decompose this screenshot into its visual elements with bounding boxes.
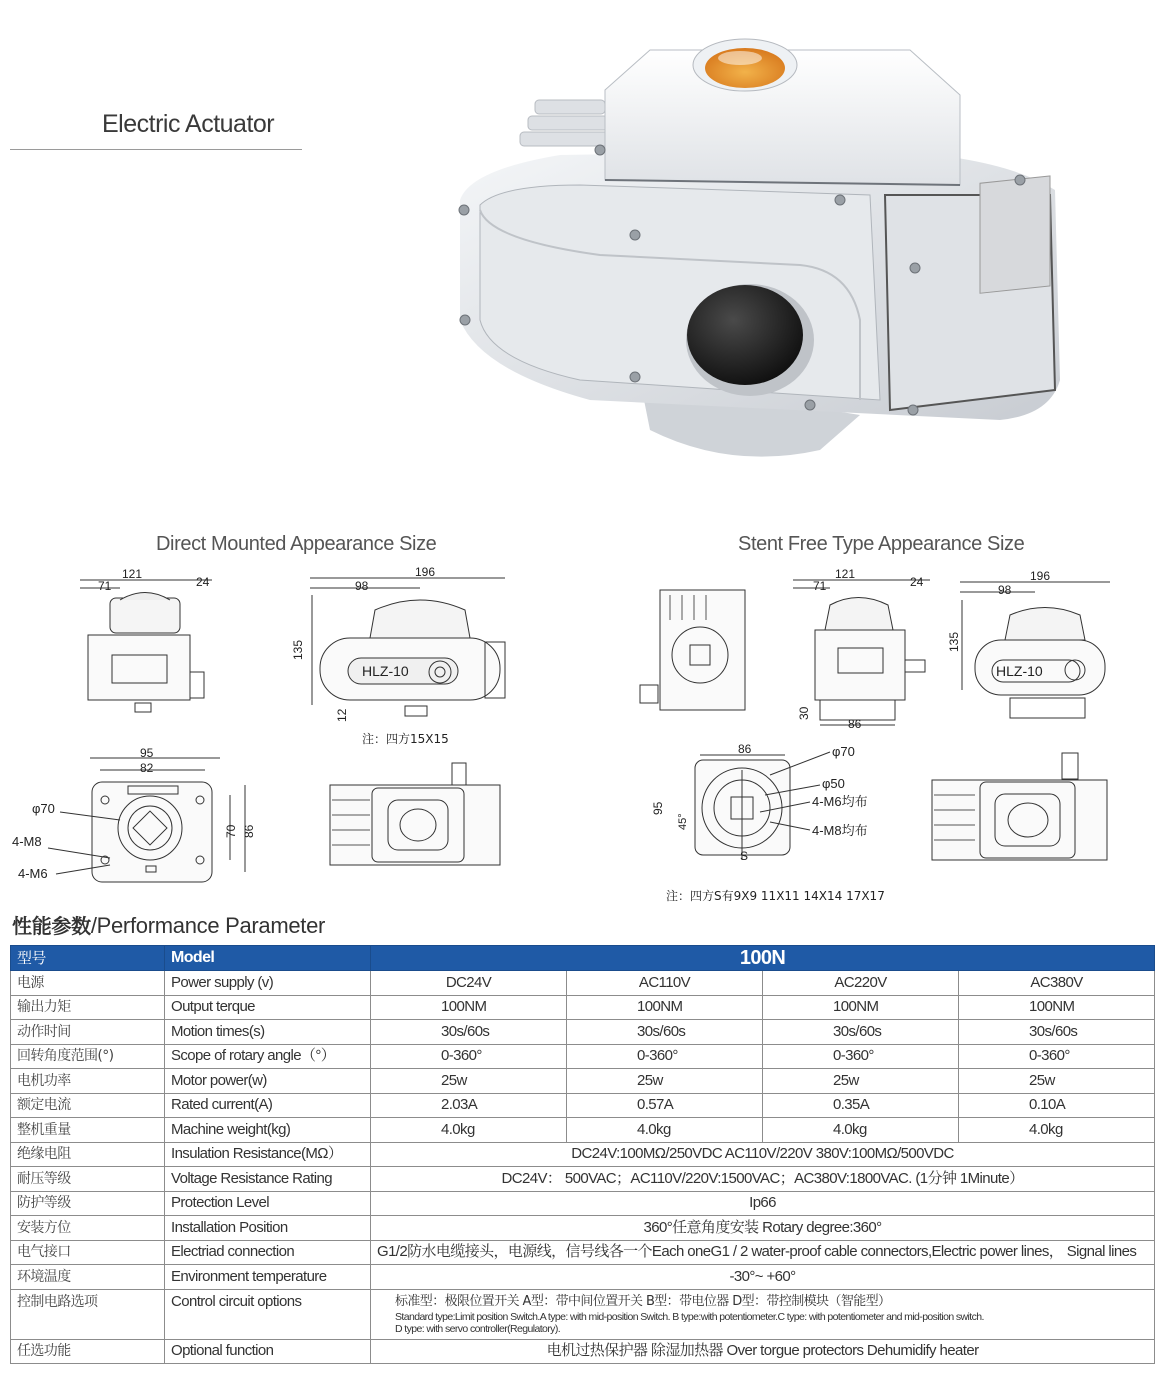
dim-82: 82 [140,761,154,775]
nameplate-stent: HLZ-10 [996,663,1043,679]
row-label-en: Environment temperature [165,1265,371,1290]
row-value: 25w [763,1069,959,1094]
row-value: 360°任意角度安装 Rotary degree:360° [371,1216,1155,1241]
direct-front-view [80,567,212,712]
row-value: AC380V [959,971,1155,996]
row-value: 0-360° [763,1044,959,1069]
table-row [11,1167,1155,1192]
header-model: Model [165,946,371,971]
table-row-control [11,1289,1155,1339]
row-value: 30s/60s [959,1020,1155,1045]
stent-top-view [932,753,1107,860]
row-label-en: Machine weight(kg) [165,1118,371,1143]
row-value: 4.0kg [763,1118,959,1143]
stent-free-title: Stent Free Type Appearance Size [738,533,1025,555]
dim-98: 98 [355,579,369,593]
header-value: 100N [371,946,1155,971]
control-options-cn: 标准型：极限位置开关 A型：带中间位置开关 B型：带电位器 D型：带控制模块（智能型） [395,1293,891,1309]
direct-bottom-view [12,746,256,882]
header-cn: 型号 [11,946,165,971]
nameplate-direct: HLZ-10 [362,663,409,679]
dim-98-stent: 98 [998,583,1012,597]
dim-24-stent: 24 [910,575,924,589]
row-label-en: Optional function [165,1339,371,1364]
dim-12: 12 [335,708,349,722]
dim-45: 45° [677,813,689,830]
row-value: 100NM [959,995,1155,1020]
dim-86-stent-bottom: 86 [738,742,752,756]
spec-table [10,945,1155,1364]
table-row [11,1339,1155,1364]
row-label-en: Rated current(A) [165,1093,371,1118]
performance-heading-cn: 性能参数 [12,914,91,938]
dim-86-stent: 86 [848,717,862,731]
row-value: Ip66 [371,1191,1155,1216]
row-value: -30°~ +60° [371,1265,1155,1290]
row-value: 100NM [567,995,763,1020]
table-row [11,971,1155,996]
row-label-cn: 耐压等级 [11,1167,165,1192]
row-label-cn: 环境温度 [11,1265,165,1290]
dim-71-stent: 71 [813,579,827,593]
page-title: Electric Actuator [102,110,275,138]
control-options-en-2: D type: with servo controller(Regulatory). [395,1322,561,1335]
row-label-cn: 电源 [11,971,165,996]
row-value: 0.10A [959,1093,1155,1118]
performance-heading [12,910,325,939]
stent-side-view-2 [947,569,1110,718]
table-row [11,1240,1155,1265]
row-label-en: Control circuit options [165,1289,371,1339]
dim-30: 30 [797,706,811,720]
dim-196: 196 [415,565,436,579]
row-label-cn: 动作时间 [11,1020,165,1045]
table-row [11,1142,1155,1167]
note-direct: 注：四方15X15 [362,732,449,746]
dim-135-stent: 135 [947,631,961,652]
dim-86: 86 [242,824,256,838]
row-label-cn: 电机功率 [11,1069,165,1094]
row-value: AC220V [763,971,959,996]
row-label-en: Installation Position [165,1216,371,1241]
row-label-cn: 绝缘电阻 [11,1142,165,1167]
row-label-cn: 输出力矩 [11,995,165,1020]
row-value: 25w [567,1069,763,1094]
dim-4m6: 4-M6 [18,866,48,881]
row-value: 4.0kg [959,1118,1155,1143]
actuator-photo [440,20,1080,470]
dim-121: 121 [122,567,143,581]
row-label-en: Insulation Resistance(MΩ） [165,1142,371,1167]
row-value: DC24V [371,971,567,996]
table-row [11,1191,1155,1216]
row-label-en: Motor power(w) [165,1069,371,1094]
row-value: 0.57A [567,1093,763,1118]
row-label-en: Electriad connection [165,1240,371,1265]
table-row [11,995,1155,1020]
direct-mounted-title: Direct Mounted Appearance Size [156,533,437,555]
dim-135: 135 [291,639,305,660]
row-label-en: Power supply (v) [165,971,371,996]
row-label-en: Protection Level [165,1191,371,1216]
table-row [11,1118,1155,1143]
row-value: G1/2防水电缆接头，电源线，信号线各一个Each oneG1 / 2 water-proof cable connectors,Electric power lines， Signal lines [371,1240,1155,1265]
dim-4m8-even: 4-M8均布 [812,823,868,838]
row-label-cn: 任选功能 [11,1339,165,1364]
dim-phi50: φ50 [822,776,845,791]
dimension-drawings [0,560,1166,905]
dim-phi70-stent: φ70 [832,744,855,759]
performance-heading-en: /Performance Parameter [90,913,326,938]
row-value: 30s/60s [763,1020,959,1045]
row-label-cn: 电气接口 [11,1240,165,1265]
dim-phi70: φ70 [32,801,55,816]
title-underline [10,149,302,150]
table-row [11,1044,1155,1069]
dim-71: 71 [98,579,112,593]
dim-4m6-even: 4-M6均布 [812,794,868,809]
row-value: 4.0kg [567,1118,763,1143]
row-value: 25w [959,1069,1155,1094]
row-value: 25w [371,1069,567,1094]
table-header-row [11,946,1155,971]
dim-s: S [740,849,749,863]
table-row [11,1020,1155,1045]
row-label-cn: 防护等级 [11,1191,165,1216]
dim-196-stent: 196 [1030,569,1051,583]
row-value: 0-360° [959,1044,1155,1069]
row-label-cn: 回转角度范围(°) [11,1044,165,1069]
row-label-en: Scope of rotary angle（°） [165,1044,371,1069]
row-value: 100NM [371,995,567,1020]
row-value: DC24V:100MΩ/250VDC AC110V/220V 380V:100MΩ/500VDC [371,1142,1155,1167]
row-value: 电机过热保护器 除湿加热器 Over torgue protectors Dehumidify heater [371,1339,1155,1364]
row-label-en: Motion times(s) [165,1020,371,1045]
row-value: 30s/60s [371,1020,567,1045]
dim-4m8: 4-M8 [12,834,42,849]
row-label-cn: 控制电路选项 [11,1289,165,1339]
control-options-en-1: Standard type:Limit position Switch.A type: with mid-position Switch. B type:with potentiometer.C type: with potentiometer and mid-position switch. [395,1310,984,1323]
stent-front-view [793,567,930,731]
dim-70: 70 [224,824,238,838]
table-row [11,1265,1155,1290]
row-value: 100NM [763,995,959,1020]
stent-bottom-view [651,742,868,863]
row-value: 30s/60s [567,1020,763,1045]
row-value: 0-360° [567,1044,763,1069]
row-value: DC24V： 500VAC；AC110V/220V:1500VAC；AC380V:1800VAC. (1分钟 1Minute） [371,1167,1155,1192]
row-label-cn: 安装方位 [11,1216,165,1241]
row-value: AC110V [567,971,763,996]
row-value: 2.03A [371,1093,567,1118]
dim-121-stent: 121 [835,567,856,581]
row-label-cn: 额定电流 [11,1093,165,1118]
stent-side-view-1 [640,590,745,710]
row-value: 0-360° [371,1044,567,1069]
note-stent: 注：四方S有9X9 11X11 14X14 17X17 [666,889,885,903]
table-row [11,1216,1155,1241]
dim-24: 24 [196,575,210,589]
dim-95: 95 [140,746,154,760]
control-options-cell [371,1289,1155,1339]
table-row [11,1069,1155,1094]
table-row [11,1093,1155,1118]
direct-top-view [330,763,500,865]
row-value: 0.35A [763,1093,959,1118]
row-value: 4.0kg [371,1118,567,1143]
dim-95-stent: 95 [651,801,665,815]
row-label-cn: 整机重量 [11,1118,165,1143]
row-label-en: Output terque [165,995,371,1020]
direct-side-view [291,565,505,722]
row-label-en: Voltage Resistance Rating [165,1167,371,1192]
